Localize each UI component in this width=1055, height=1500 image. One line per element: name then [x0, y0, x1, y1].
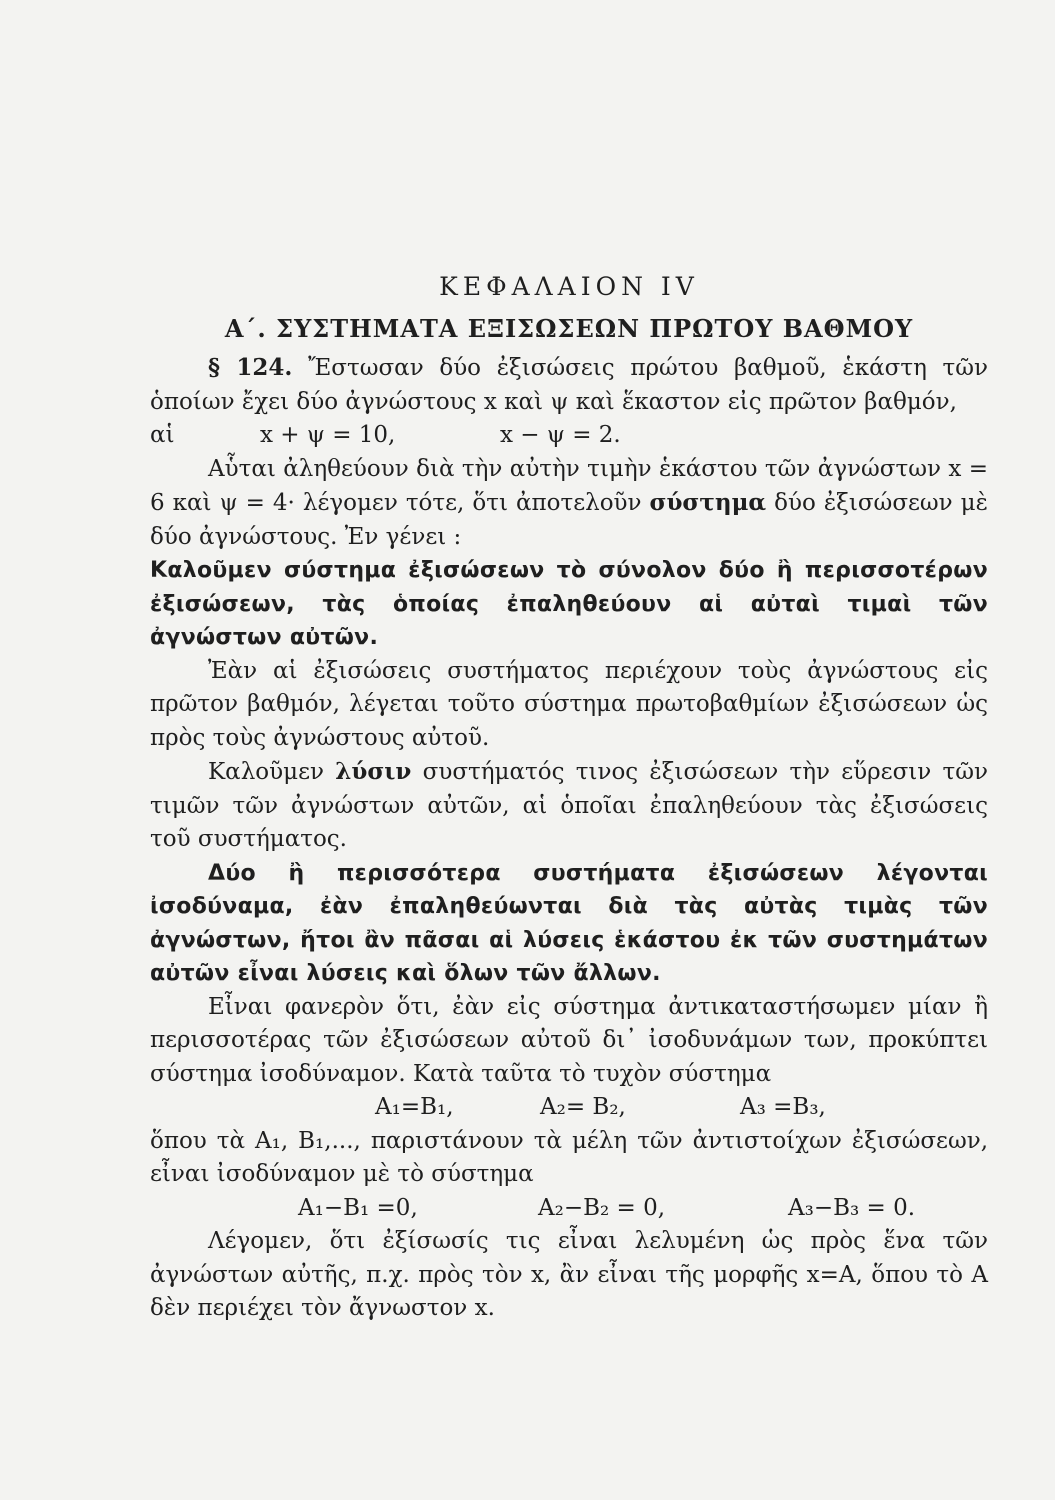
- equation-lead: αἱ: [150, 422, 175, 448]
- equation-a3-b3: A₃ =B₃,: [740, 1094, 826, 1120]
- equation-a1-minus-b1: A₁−B₁ =0,: [298, 1194, 418, 1221]
- section-title: Α΄. ΣΥΣΤΗΜΑΤΑ ΕΞΙΣΩΣΕΩΝ ΠΡΩΤΟΥ ΒΑΘΜΟΥ: [224, 313, 914, 343]
- equation-line-1: [150, 419, 988, 453]
- paragraph-solved-form: Λέγομεν, ὅτι ἐξίσωσίς τις εἶναι λελυμένη ὡς πρὸς ἕνα τῶν ἀγνώστων αὐτῆς, π.χ. πρὸς τὸν x, ἂν εἶναι τῆς μορφῆς x=A, ὅπου τὸ A δὲν περιέχει τὸν ἄγνωστον x.: [150, 1228, 988, 1321]
- chapter-heading: ΚΕΦΑΛΑΙΟΝ IV: [439, 272, 699, 301]
- paragraph-first-degree: Ἐὰν αἱ ἐξισώσεις συστήματος περιέχουν τοὺς ἀγνώστους εἰς πρῶτον βαθμόν, λέγεται τοῦτο σύστημα πρωτοβαθμίων ἐξισώσεων ὡς πρὸς τοὺς ἀγνώστους αὐτοῦ.: [150, 657, 988, 751]
- keyword-solution: λύσιν: [335, 758, 412, 785]
- equation-a2-b2: A₂= B₂,: [540, 1094, 626, 1120]
- paragraph-solution: [150, 755, 988, 857]
- paragraph-intro-text: Ἔστωσαν δύο ἐξισώσεις πρώτου βαθμοῦ, ἑκάστη τῶν ὁποίων ἔχει δύο ἀγνώστους x καὶ ψ καὶ ἕκαστον εἰς πρῶτον βαθμόν,: [150, 355, 988, 415]
- page-content: [150, 262, 988, 1326]
- paragraph-system-text: Αὗται ἀληθεύουν διὰ τὴν αὐτὴν τιμὴν ἑκάστου τῶν ἀγνώστων x = 6 καὶ ψ = 4· λέγομεν τότε, ὅτι ἀποτελοῦν: [150, 455, 988, 516]
- equation-line-3: [150, 1192, 988, 1226]
- equation-sum: x + ψ = 10,: [260, 422, 396, 448]
- equation-a3-minus-b3: A₃−B₃ = 0.: [788, 1194, 916, 1221]
- paragraph-substitution: Εἶναι φανερὸν ὅτι, ἐὰν εἰς σύστημα ἀντικαταστήσωμεν μίαν ἢ περισσοτέρας τῶν ἐξισώσεων αὐτοῦ δι᾽ ἰσοδυνάμων των, προκύπτει σύστημα ἰσοδύναμον. Κατὰ ταῦτα τὸ τυχὸν σύστημα: [150, 993, 988, 1087]
- definition-system: Καλοῦμεν σύστημα ἐξισώσεων τὸ σύνολον δύο ἢ περισσοτέρων ἐξισώσεων, τὰς ὁποίας ἐπαληθεύουν αἱ αὐταὶ τιμαὶ τῶν ἀγνώστων αὐτῶν.: [150, 558, 988, 650]
- paragraph-solution-head: Καλοῦμεν: [208, 759, 324, 785]
- paragraph-system: [150, 453, 988, 555]
- paragraph-solution-tail: συστήματός τινος ἐξισώσεων τὴν εὕρεσιν τῶν τιμῶν τῶν ἀγνώστων αὐτῶν, αἱ ὁποῖαι ἐπαληθεύουν τὰς ἐξισώσεις τοῦ συστήματος.: [150, 759, 989, 852]
- equation-line-2: [150, 1091, 988, 1125]
- equation-difference: x − ψ = 2.: [500, 422, 621, 448]
- equation-a2-minus-b2: A₂−B₂ = 0,: [538, 1194, 666, 1221]
- definition-equivalent: Δύο ἢ περισσότερα συστήματα ἐξισώσεων λέγονται ἰσοδύναμα, ἐὰν ἐπαληθεύωνται διὰ τὰς αὐτὰς τιμὰς τῶν ἀγνώστων, ἤτοι ἂν πᾶσαι αἱ λύσεις ἑκάστου ἐκ τῶν συστημάτων αὐτῶν εἶναι λύσεις καὶ ὅλων τῶν ἄλλων.: [150, 860, 988, 986]
- keyword-system: σύστημα: [649, 489, 767, 516]
- paragraph-system-tail: δύο ἐξισώσεων μὲ δύο ἀγνώστους. Ἐν γένει :: [150, 490, 988, 550]
- equation-a1-b1: A₁=B₁,: [375, 1094, 454, 1120]
- paragraph-intro: [150, 351, 988, 419]
- paragraph-members: ὅπου τὰ A₁, B₁,..., παριστάνουν τὰ μέλη τῶν ἀντιστοίχων ἐξισώσεων, εἶναι ἰσοδύναμον μὲ τὸ σύστημα: [150, 1127, 988, 1187]
- section-number: § 124.: [208, 354, 293, 381]
